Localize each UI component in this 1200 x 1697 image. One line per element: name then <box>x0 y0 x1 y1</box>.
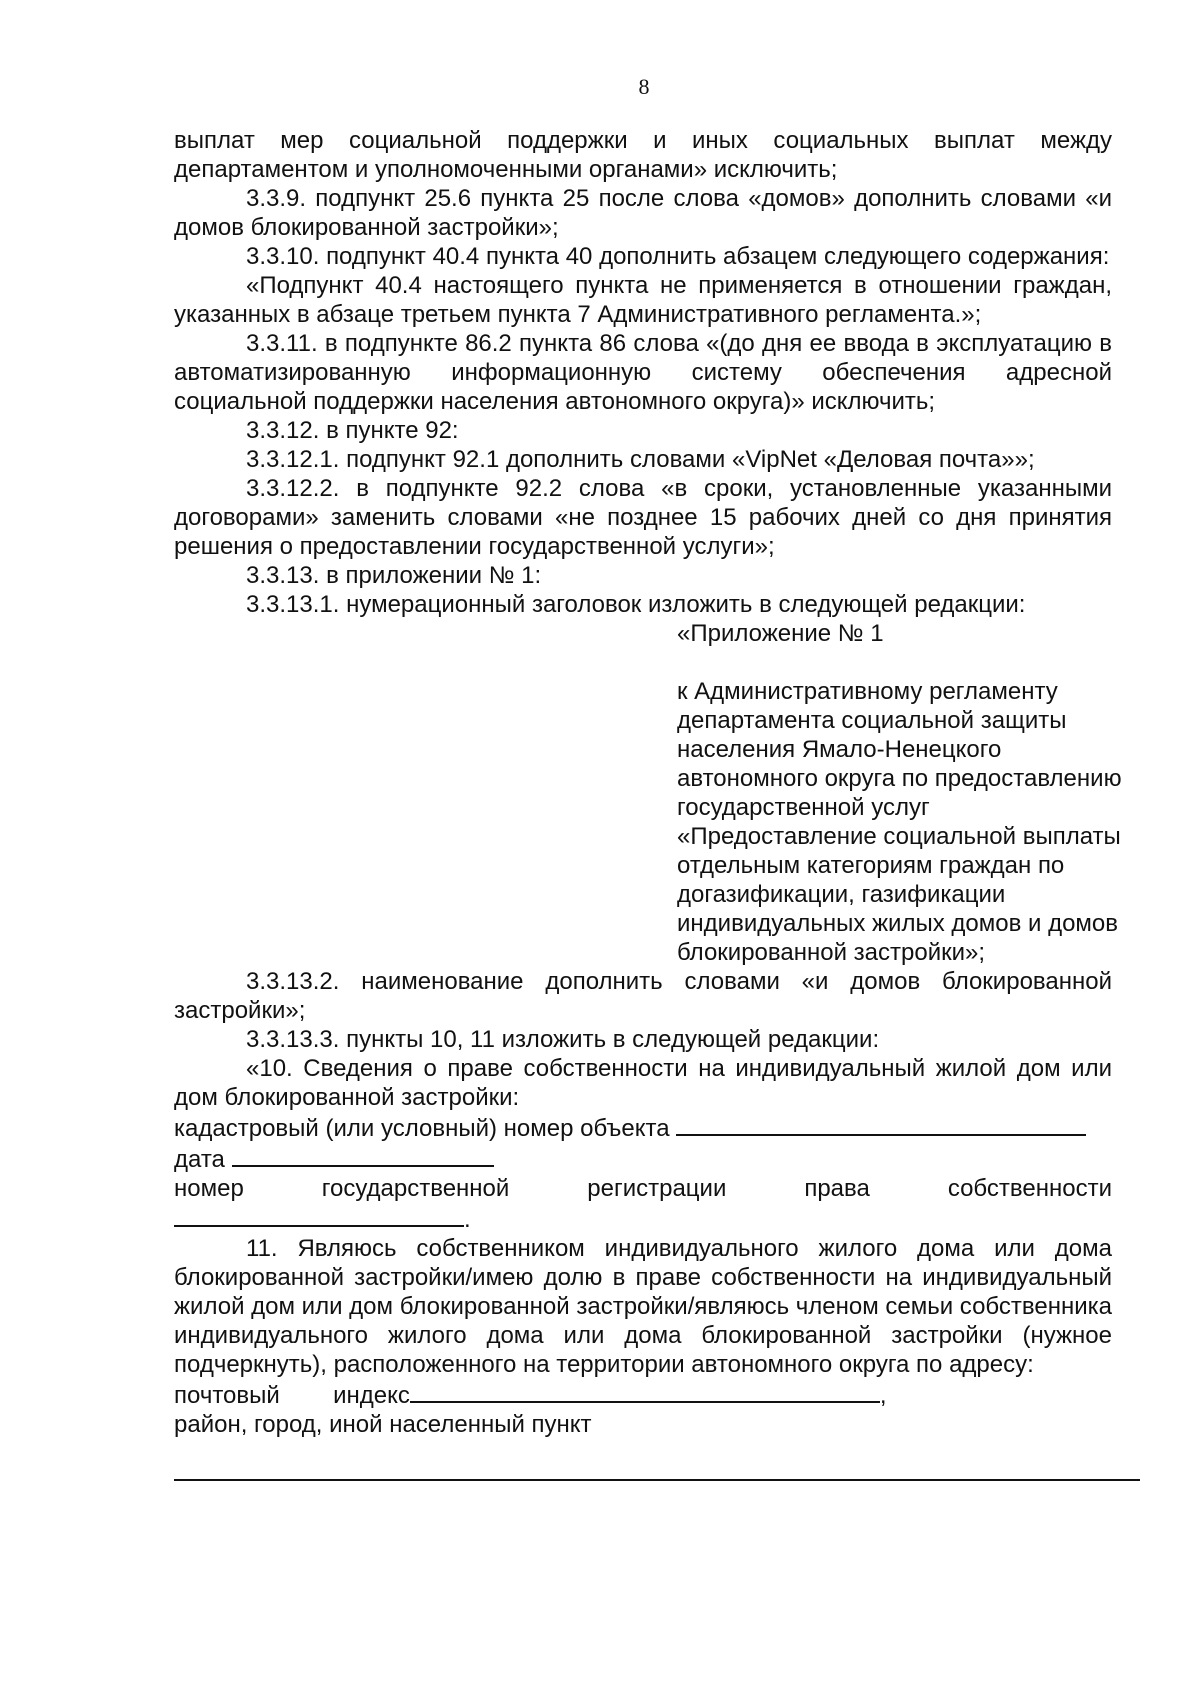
date-label: дата <box>174 1146 225 1173</box>
cadastral-label: кадастровый (или условный) номер объекта <box>174 1115 670 1142</box>
cadastral-blank <box>676 1112 1086 1136</box>
paragraph-3-3-12-2: 3.3.12.2. в подпункте 92.2 слова «в сроки, установленные указанными договорами» заменить словами «не позднее 15 рабочих дней со дня принятия решения о предоставлении государственной услуги»; <box>174 475 1112 560</box>
page-number: 8 <box>638 74 650 99</box>
annex-heading-block <box>677 619 1127 967</box>
registration-period: . <box>464 1206 471 1233</box>
reg-word: права <box>804 1175 870 1202</box>
postal-comma: , <box>879 1382 887 1409</box>
reg-word: государственной <box>321 1175 510 1202</box>
paragraph-item-10: «10. Сведения о праве собственности на индивидуальный жилой дом или дом блокированной застройки: <box>174 1055 1112 1111</box>
annex-text: к Административному регламенту департамента социальной защиты населения Ямало-Ненецкого автономного округа по предоставлению государственной услуг «Предоставление социальной выплаты отдельным категориям граждан по догазификации, газификации индивидуальных жилых домов и домов блокированной застройки»; <box>677 678 1122 966</box>
annex-title: «Приложение № 1 <box>677 620 884 647</box>
postal-line <box>174 1379 1112 1410</box>
paragraph-item-11: 11. Являюсь собственником индивидуального жилого дома или дома блокированной застройки/имею долю в праве собственности на индивидуальный жилой дом или дом блокированной застройки/являюсь членом семьи собственника индивидуального жилого дома или дома блокированной застройки (нужное подчеркнуть), расположенного на территории автономного округа по адресу: <box>174 1235 1112 1378</box>
cadastral-line <box>174 1112 1112 1143</box>
paragraph-3-3-11: 3.3.11. в подпункте 86.2 пункта 86 слова «(до дня ее ввода в эксплуатацию в автоматизированную информационную систему обеспечения адресной социальной поддержки населения автономного округа)» исключить; <box>174 330 1112 415</box>
paragraph-3-3-13-2: 3.3.13.2. наименование дополнить словами «и домов блокированной застройки»; <box>174 968 1112 1024</box>
paragraph-3-3-10: 3.3.10. подпункт 40.4 пункта 40 дополнить абзацем следующего содержания: <box>246 243 1110 270</box>
date-line <box>174 1143 1112 1174</box>
district-label: район, город, иной населенный пункт <box>174 1411 592 1438</box>
postal-label-2: индекс <box>333 1382 410 1409</box>
paragraph-3-3-9: 3.3.9. подпункт 25.6 пункта 25 после слова «домов» дополнить словами «и домов блокированной застройки»; <box>174 185 1112 241</box>
reg-word: регистрации <box>587 1175 727 1202</box>
date-blank <box>232 1143 494 1167</box>
paragraph-continuation: выплат мер социальной поддержки и иных социальных выплат между департаментом и уполномоченными органами» исключить; <box>174 127 1112 183</box>
document-body <box>174 126 1122 1481</box>
paragraph-3-3-13-1: 3.3.13.1. нумерационный заголовок изложить в следующей редакции: <box>246 591 1026 618</box>
registration-blank <box>174 1203 464 1227</box>
registration-line <box>174 1174 1112 1203</box>
paragraph-3-3-12: 3.3.12. в пункте 92: <box>246 417 459 444</box>
paragraph-3-3-13: 3.3.13. в приложении № 1: <box>246 562 542 589</box>
paragraph-3-3-13-3: 3.3.13.3. пункты 10, 11 изложить в следующей редакции: <box>246 1026 880 1053</box>
district-blank <box>174 1439 1140 1481</box>
reg-word: собственности <box>947 1175 1112 1202</box>
postal-blank <box>410 1379 880 1403</box>
reg-word: номер <box>174 1175 244 1202</box>
paragraph-quote-40-4: «Подпункт 40.4 настоящего пункта не применяется в отношении граждан, указанных в абзаце третьем пункта 7 Административного регламента.»; <box>174 272 1112 328</box>
paragraph-3-3-12-1: 3.3.12.1. подпункт 92.1 дополнить словами «VipNet «Деловая почта»»; <box>246 446 1035 473</box>
registration-blank-line <box>174 1203 1112 1234</box>
postal-label-1: почтовый <box>174 1382 280 1409</box>
